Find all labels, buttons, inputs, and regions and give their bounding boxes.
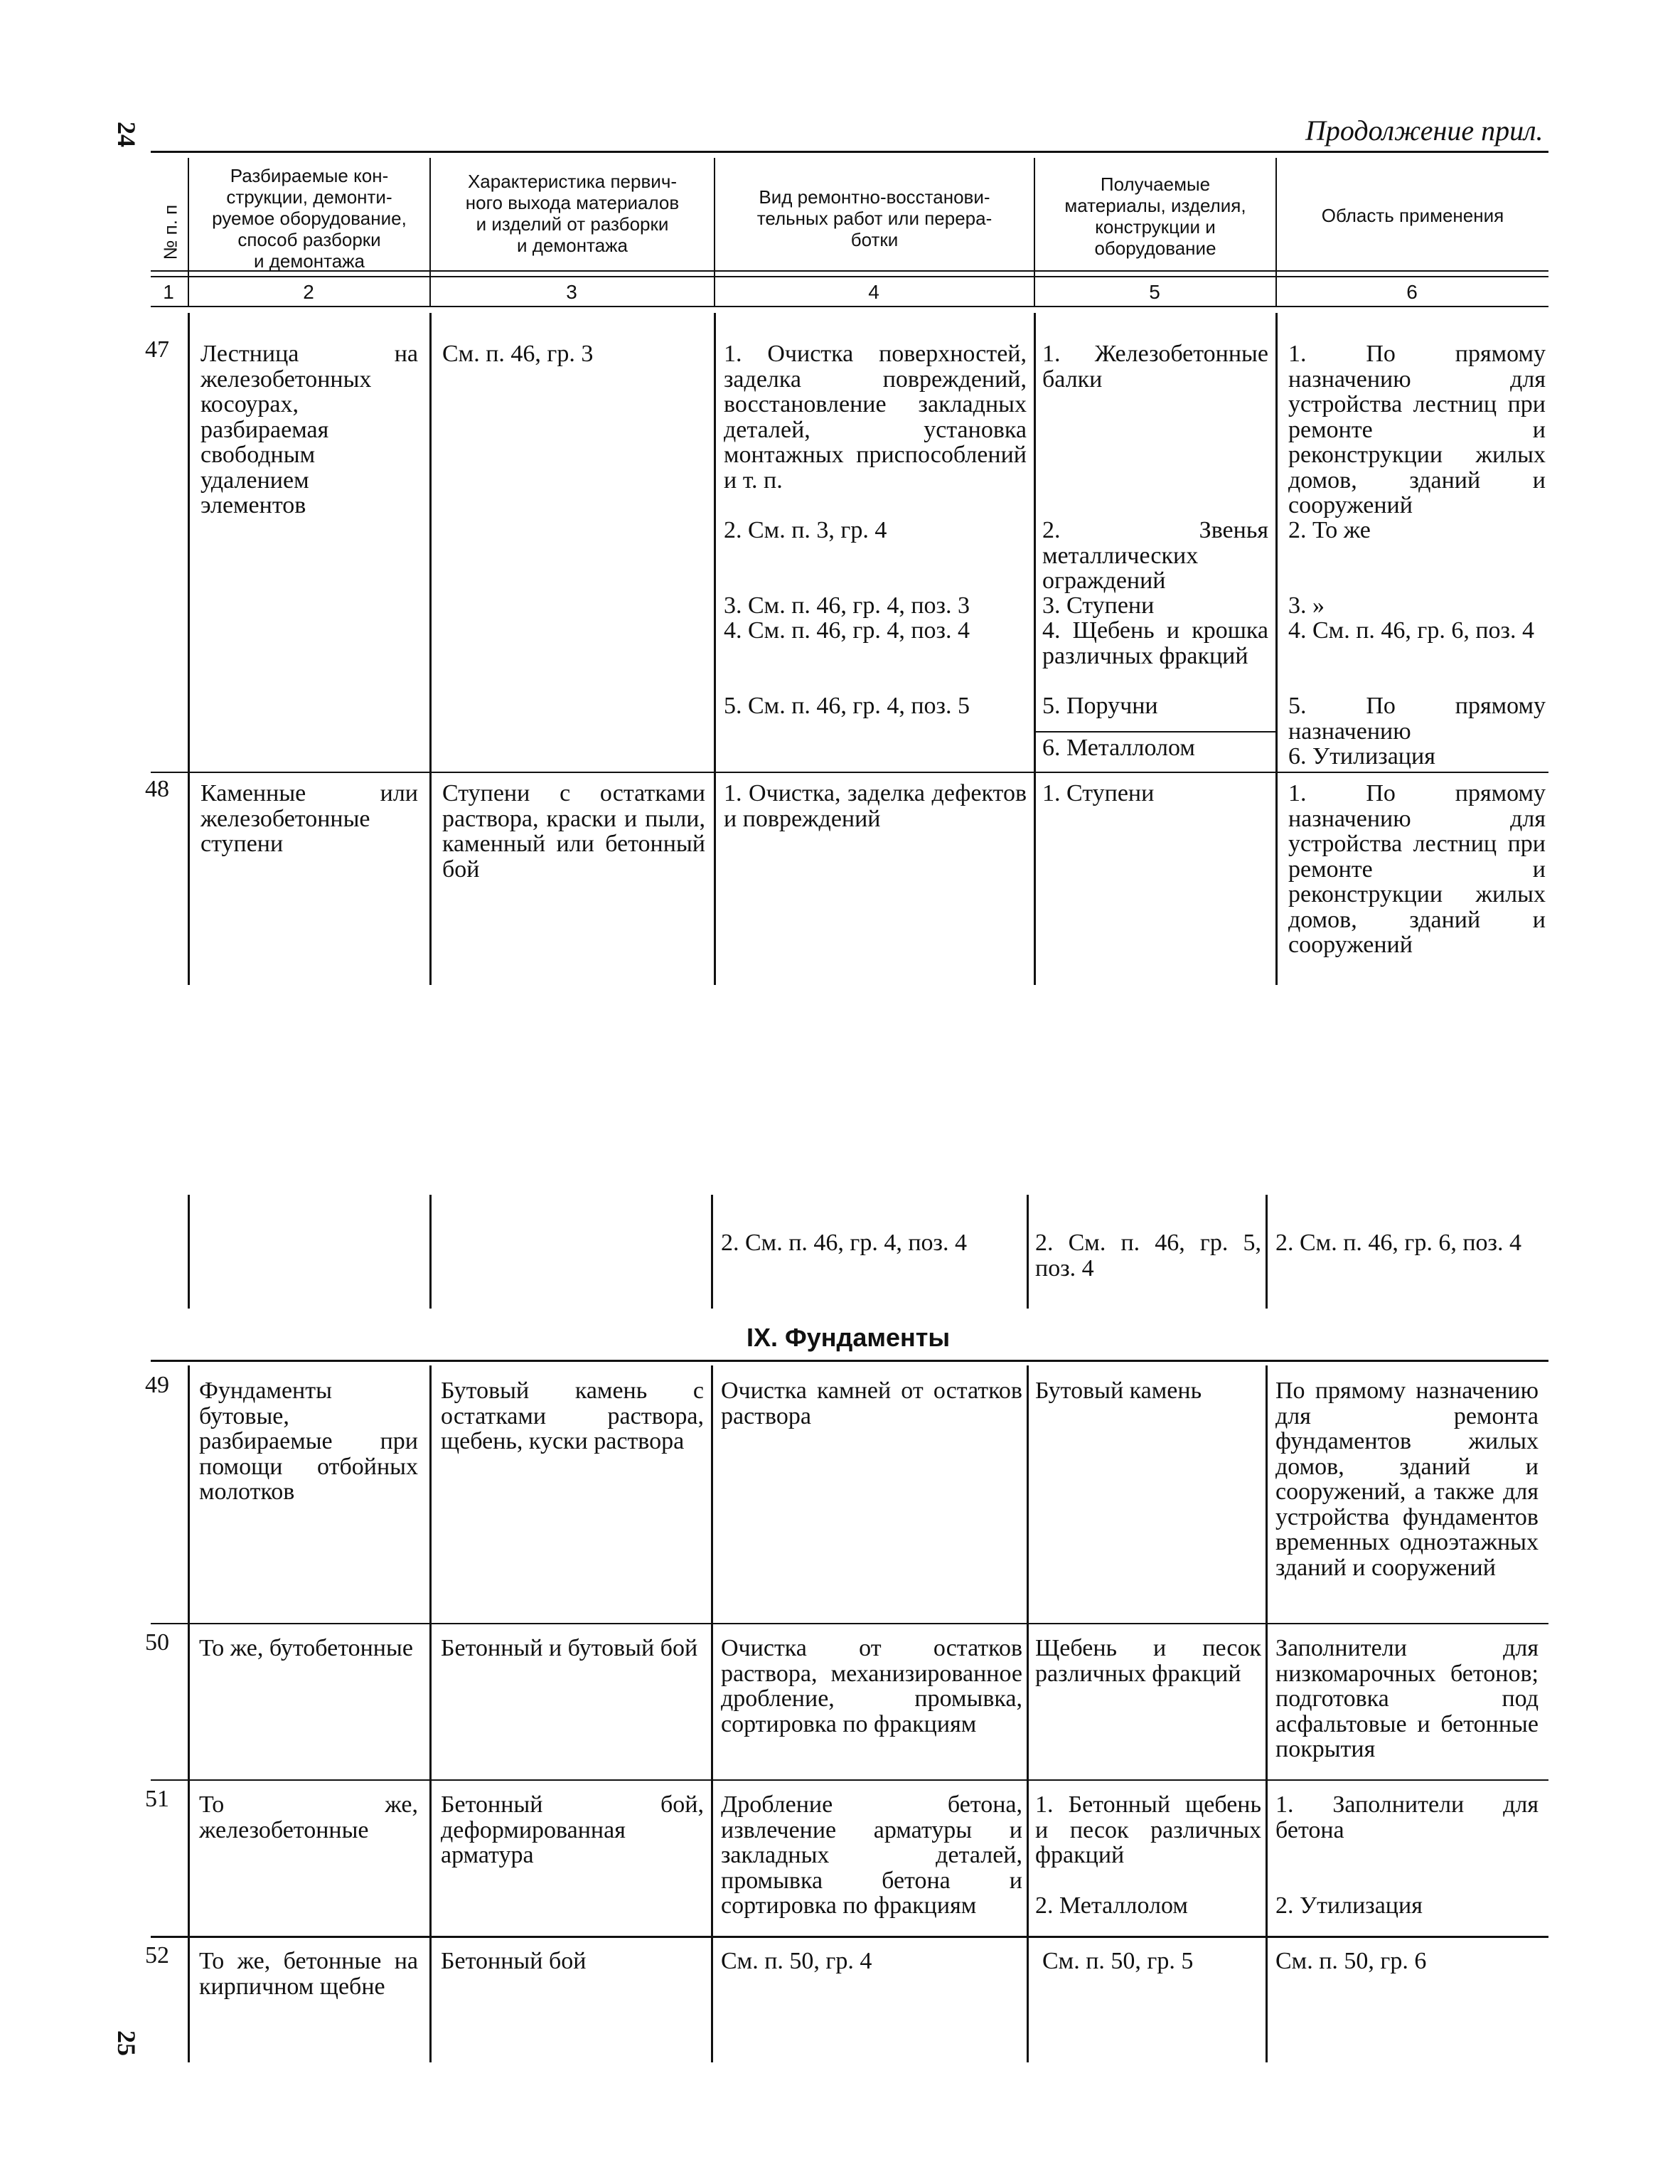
row-47-col2: Лестница на железобетонных косоурах, разбираемая свободным удалением элементов — [200, 341, 418, 518]
colnum-5: 5 — [1149, 281, 1160, 303]
row-48-cont-col6: 2. См. п. 46, гр. 6, поз. 4 — [1275, 1230, 1521, 1256]
body-vrule-5 — [1275, 313, 1278, 985]
row-47-col4-item5: 5. См. п. 46, гр. 4, поз. 5 — [724, 693, 970, 719]
row-47-col4-item2: 2. См. п. 3, гр. 4 — [724, 517, 887, 543]
row-rule-50-51 — [151, 1779, 1548, 1781]
row-48-cont-col5: 2. См. п. 46, гр. 5, поз. 4 — [1035, 1230, 1261, 1282]
section-rule — [151, 1360, 1548, 1362]
header-col1: № п. п — [159, 204, 181, 260]
row-47-col5-item6: 6. Металлолом — [1042, 735, 1195, 761]
colnum-6: 6 — [1406, 281, 1418, 303]
row-52-col6: См. п. 50, гр. 6 — [1275, 1948, 1427, 1974]
row-47-col6-item4: 4. См. п. 46, гр. 6, поз. 4 — [1288, 617, 1534, 644]
row-47-col5-item5: 5. Поручни — [1042, 693, 1158, 719]
lower-vrule-4 — [1027, 1195, 1029, 1309]
header-top-rule — [151, 151, 1548, 153]
body-vrule-1 — [188, 313, 190, 985]
row-rule-49-50 — [151, 1623, 1548, 1624]
section-heading: IX. Фундаменты — [747, 1323, 951, 1352]
colnum-1: 1 — [163, 281, 174, 303]
row-49-col6: По прямому назначению для ремонта фундаментов жилых домов, зданий и сооружений, а также для устройства фундаментов временных одноэтажных зданий и сооружений — [1275, 1378, 1539, 1581]
row-52-col4: См. п. 50, гр. 4 — [721, 1948, 872, 1974]
row-52-col2: То же, бетонные на кирпичном щебне — [199, 1948, 418, 2000]
row-50-number: 50 — [145, 1629, 169, 1656]
row-48-col5: 1. Ступени — [1042, 780, 1155, 806]
section-vrule-1 — [188, 1365, 190, 2062]
row-rule-47-48 — [151, 772, 1548, 773]
row-49-number: 49 — [145, 1372, 169, 1398]
section-vrule-5 — [1266, 1365, 1268, 2062]
row-50-col5: Щебень и песок различных фракций — [1035, 1635, 1261, 1687]
row-51-col6-item2: 2. Утилизация — [1275, 1892, 1423, 1919]
row-48-col6: 1. По прямому назначению для устройства лестниц при ремонте и реконструкции жилых домов, зданий и сооружений — [1288, 780, 1546, 958]
row-51-col2: То же, железобетонные — [199, 1791, 418, 1843]
row-52-number: 52 — [145, 1942, 169, 1969]
row-51-col3: Бетонный бой, деформированная арматура — [441, 1791, 704, 1868]
row-47-col6-item2: 2. То же — [1288, 517, 1371, 543]
lower-vrule-1 — [188, 1195, 190, 1309]
row-50-col3: Бетонный и бутовый бой — [441, 1635, 698, 1661]
row-48-col4: 1. Очистка, заделка дефектов и повреждений — [724, 780, 1027, 832]
row-52-col5: См. п. 50, гр. 5 — [1042, 1948, 1194, 1974]
row-49-col3: Бутовый камень с остатками раствора, щебень, куски раствора — [441, 1378, 704, 1454]
page-number-top: 24 — [112, 122, 141, 147]
row-48-col2: Каменные или железобетонные ступени — [200, 780, 418, 857]
row-47-col6-item6: 6. Утилизация — [1288, 743, 1435, 769]
row-50-col2: То же, бутобетонные — [199, 1635, 413, 1661]
header-col2: Разбираемые кон- струкции, демонти- руемое оборудование, способ разборки и демонтажа — [212, 165, 407, 272]
row-rule-51-52 — [151, 1936, 1548, 1938]
colnum-2: 2 — [303, 281, 314, 303]
header-col6: Область применения — [1321, 205, 1504, 226]
row-49-col4: Очистка камней от остатков раствора — [721, 1378, 1022, 1429]
row-50-col6: Заполнители для низкомарочных бетонов; подготовка под асфальтовые и бетонные покрытия — [1275, 1635, 1539, 1762]
colnum-bottom-rule — [151, 306, 1548, 307]
row-51-col5-item2: 2. Металлолом — [1035, 1892, 1188, 1919]
row-52-col3: Бетонный бой — [441, 1948, 587, 1974]
row-47-col5-item4: 4. Щебень и крошка различных фракций — [1042, 617, 1268, 669]
row-47-col6-item5: 5. По прямому назначению — [1288, 693, 1546, 745]
row-47-col5-item2: 2. Звенья металлических ограждений — [1042, 517, 1268, 594]
row-51-col4: Дробление бетона, извлечение арматуры и закладных деталей, промывка бетона и сортировка по фракциям — [721, 1791, 1022, 1919]
row-51-col5-item1: 1. Бетонный щебень и песок различных фракций — [1035, 1791, 1261, 1868]
row-50-col4: Очистка от остатков раствора, механизированное дробление, промывка, сортировка по фракциям — [721, 1635, 1022, 1737]
row-51-col6-item1: 1. Заполнители для бетона — [1275, 1791, 1539, 1843]
page-number-bottom: 25 — [112, 2030, 141, 2056]
header-col3: Характеристика первич- ного выхода материалов и изделий от разборки и демонтажа — [465, 171, 680, 256]
row-47-col5-item1: 1. Железобетонные балки — [1042, 341, 1268, 393]
header-col5: Получаемые материалы, изделия, конструкции и оборудование — [1064, 174, 1246, 259]
row-47-col4-item1: 1. Очистка поверхностей, заделка повреждений, восстановление закладных деталей, установка монтажных приспособлений и т. п. — [724, 341, 1027, 494]
body-vrule-3 — [714, 313, 716, 985]
row-47-col3: См. п. 46, гр. 3 — [442, 341, 594, 367]
body-vrule-4 — [1034, 313, 1036, 985]
row-48-number: 48 — [145, 776, 169, 802]
row-47-col5-rule — [1035, 731, 1275, 733]
colnum-4: 4 — [868, 281, 879, 303]
row-47-col5-item3: 3. Ступени — [1042, 592, 1155, 619]
row-49-col2: Фундаменты бутовые, разбираемые при помощи отбойных молотков — [199, 1378, 418, 1505]
lower-vrule-5 — [1266, 1195, 1268, 1309]
row-48-cont-col4: 2. См. п. 46, гр. 4, поз. 4 — [721, 1230, 967, 1256]
body-vrule-2 — [429, 313, 432, 985]
section-vrule-3 — [711, 1365, 713, 2062]
row-51-number: 51 — [145, 1786, 169, 1812]
header-bottom-rule-2 — [151, 276, 1548, 277]
row-48-col3: Ступени с остатками раствора, краски и пыли, каменный или бетонный бой — [442, 780, 705, 883]
row-47-col6-item1: 1. По прямому назначению для устройства лестниц при ремонте и реконструкции жилых домов, зданий и сооружений — [1288, 341, 1546, 518]
row-47-number: 47 — [145, 336, 169, 363]
lower-vrule-3 — [711, 1195, 713, 1309]
header-col4: Вид ремонтно-восстанови- тельных работ или перера- ботки — [756, 186, 993, 250]
row-47-col6-item3: 3. » — [1288, 592, 1325, 619]
continuation-label: Продолжение прил. — [1305, 114, 1543, 147]
row-47-col4-item3: 3. См. п. 46, гр. 4, поз. 3 — [724, 592, 970, 619]
row-47-col4-item4: 4. См. п. 46, гр. 4, поз. 4 — [724, 617, 970, 644]
section-vrule-2 — [429, 1365, 432, 2062]
lower-vrule-2 — [429, 1195, 432, 1309]
row-49-col5: Бутовый камень — [1035, 1378, 1202, 1404]
colnum-3: 3 — [566, 281, 577, 303]
section-vrule-4 — [1027, 1365, 1029, 2062]
